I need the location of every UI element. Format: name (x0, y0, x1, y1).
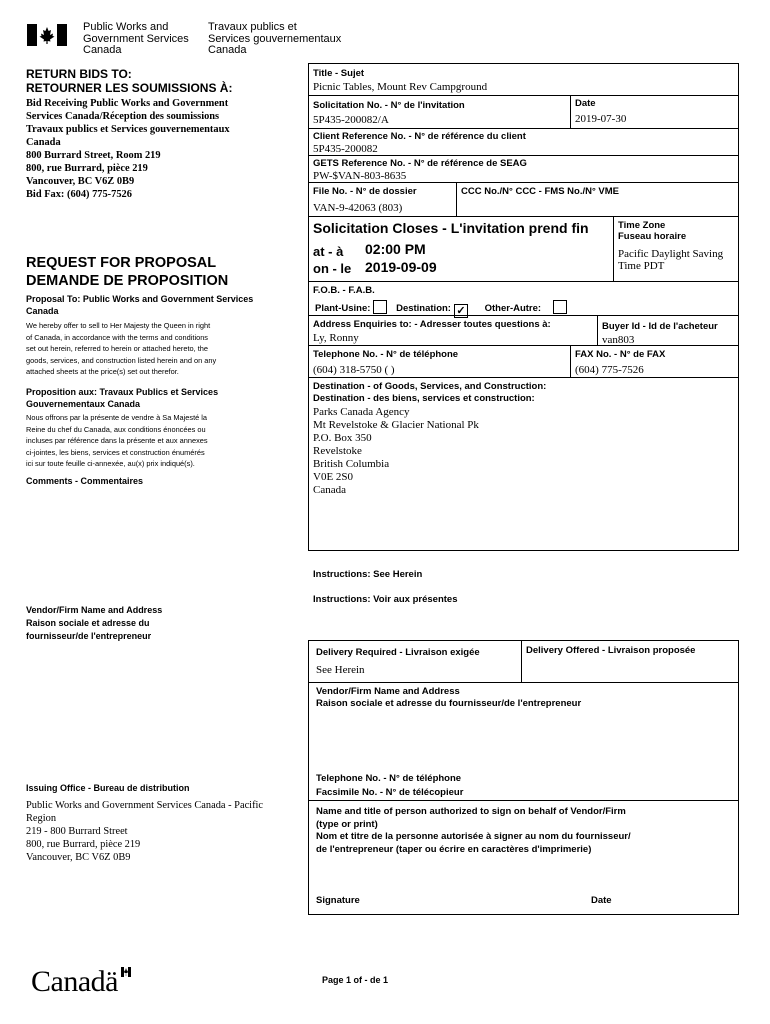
file-no-label: File No. - N° de dossier (313, 186, 417, 197)
client-ref-label: Client Reference No. - N° de référence du client (313, 131, 526, 142)
rfp-title: REQUEST FOR PROPOSAL DEMANDE DE PROPOSITION (26, 255, 229, 289)
date-label: Date (575, 98, 596, 109)
canada-wordmark: Canadä (31, 965, 118, 998)
time-zone-label: Time Zone Fuseau horaire (618, 220, 687, 242)
date-value: 2019-07-30 (575, 113, 627, 125)
phone-value: (604) 318-5750 ( ) (313, 364, 395, 376)
return-bids-title: RETURN BIDS TO: RETOURNER LES SOUMISSIONS À: (26, 67, 233, 95)
instructions-fr: Instructions: Voir aux présentes (313, 594, 458, 605)
wordmark-flag-icon (121, 964, 131, 974)
delivery-required-label: Delivery Required - Livraison exigée (316, 647, 480, 658)
vendor-name-field[interactable] (310, 712, 737, 768)
other-checkbox[interactable] (553, 300, 567, 314)
authorized-person-label: Name and title of person authorized to sign on behalf of Vendor/Firm (type or print) Nom et titre de la personne autorisée à signer au nom du fournisseur/ de l'entrepreneur (taper ou écrire en caractères d'imprimerie) (316, 806, 631, 855)
authorized-person-field[interactable] (310, 858, 737, 890)
destination-checkbox[interactable]: ✓ (454, 304, 468, 318)
proposal-to-en: Proposal To: Public Works and Government Services Canada (26, 294, 254, 316)
title-label: Title - Sujet (313, 68, 365, 79)
issuing-office-address: Public Works and Government Services Canada - Pacific Region 219 - 800 Burrard Street 800, rue Burrard, pièce 219 Vancouver, BC V6Z 0B9 (26, 800, 264, 863)
delivery-required-value: See Herein (316, 664, 365, 676)
canada-flag-logo (27, 24, 67, 46)
phone-label: Telephone No. - N° de téléphone (313, 349, 459, 360)
gets-ref-value: PW-$VAN-803-8635 (313, 170, 407, 182)
proposal-text-fr: Nous offrons par la présente de vendre à Sa Majesté la Reine du chef du Canada, aux conditions énoncées ou incluses par référence dans la présente et aux annexes ci-jointes, les biens, services et construction énumérés ici sur toute feuille ci-annexée, au(x) prix indiqué(s). (26, 413, 208, 469)
closes-time-value: 02:00 PM (365, 241, 426, 257)
time-zone-value: Pacific Daylight Saving Time PDT (618, 248, 724, 272)
fax-label: FAX No. - N° de FAX (575, 349, 666, 360)
vendor-name-label-left: Vendor/Firm Name and Address Raison sociale et adresse du fournisseur/de l'entrepreneur (26, 605, 163, 641)
solicitation-no-value: 5P435-200082/A (313, 114, 389, 126)
fax-value: (604) 775-7526 (575, 364, 644, 376)
other-label: Other-Autre: (484, 303, 542, 314)
return-bids-address: Bid Receiving Public Works and Government Services Canada/Réception des soumissions Travaux publics et Services gouvernementaux Canada 800 Burrard Street, Room 219 800, rue Burrard, pièce 219 Vancouver, BC V6Z 0B9 Bid Fax: (604) 775-7526 (26, 98, 230, 200)
enquiries-label: Address Enquiries to: - Adresser toutes questions à: (313, 319, 551, 330)
plant-checkbox[interactable] (373, 300, 387, 314)
buyer-id-value: van803 (602, 334, 635, 345)
gets-ref-label: GETS Reference No. - N° de référence de SEAG (313, 158, 527, 169)
signature-date-label: Date (591, 895, 612, 906)
destination-label: Destination: (396, 303, 451, 314)
proposal-to-fr: Proposition aux: Travaux Publics et Services Gouvernementaux Canada (26, 387, 219, 409)
solicitation-no-label: Solicitation No. - N° de l'invitation (313, 100, 465, 111)
issuing-office-label: Issuing Office - Bureau de distribution (26, 783, 190, 793)
destination-goods-label: Destination - of Goods, Services, and Construction: Destination - des biens, services et construction: (313, 381, 547, 404)
comments-label: Comments - Commentaires (26, 476, 144, 486)
file-no-value: VAN-9-42063 (803) (313, 202, 403, 214)
closes-date-value: 2019-09-09 (365, 259, 437, 275)
closes-at-label: at - à (313, 244, 344, 259)
fob-options (315, 300, 571, 318)
client-ref-value: 5P435-200082 (313, 143, 378, 155)
title-value: Picnic Tables, Mount Rev Campground (313, 81, 488, 93)
buyer-id-label: Buyer Id - Id de l'acheteur (602, 321, 718, 332)
closes-on-label: on - le (313, 261, 352, 276)
proposal-text-en: We hereby offer to sell to Her Majesty the Queen in right of Canada, in accordance with the terms and conditions set out herein, referred to herein or attached hereto, the goods, services, and construction listed herein and on any attached sheets at the price(s) set out therefor. (26, 321, 217, 377)
delivery-offered-field[interactable] (523, 658, 737, 680)
vendor-name-label: Vendor/Firm Name and Address Raison sociale et adresse du fournisseur/de l'entrepreneur (316, 686, 582, 709)
ccc-no-label: CCC No./N° CCC - FMS No./N° VME (461, 186, 620, 197)
vendor-phone-label: Telephone No. - N° de téléphone Facsimile No. - N° de télécopieur (316, 773, 464, 798)
page-number: Page 1 of - de 1 (322, 975, 389, 985)
solicitation-closes-title: Solicitation Closes - L'invitation prend fin (313, 220, 589, 236)
department-name-en: Public Works and Government Services Canada (83, 21, 189, 56)
destination-address: Parks Canada Agency Mt Revelstoke & Glacier National Pk P.O. Box 350 Revelstoke British Columbia V0E 2S0 Canada (313, 406, 479, 496)
instructions-en: Instructions: See Herein (313, 569, 423, 580)
fob-label: F.O.B. - F.A.B. (313, 285, 375, 296)
enquiries-value: Ly, Ronny (313, 332, 359, 344)
department-name-fr: Travaux publics et Services gouvernementaux Canada (208, 21, 342, 56)
plant-label: Plant-Usine: (315, 303, 371, 314)
delivery-offered-label: Delivery Offered - Livraison proposée (526, 645, 696, 656)
signature-label: Signature (316, 895, 360, 906)
